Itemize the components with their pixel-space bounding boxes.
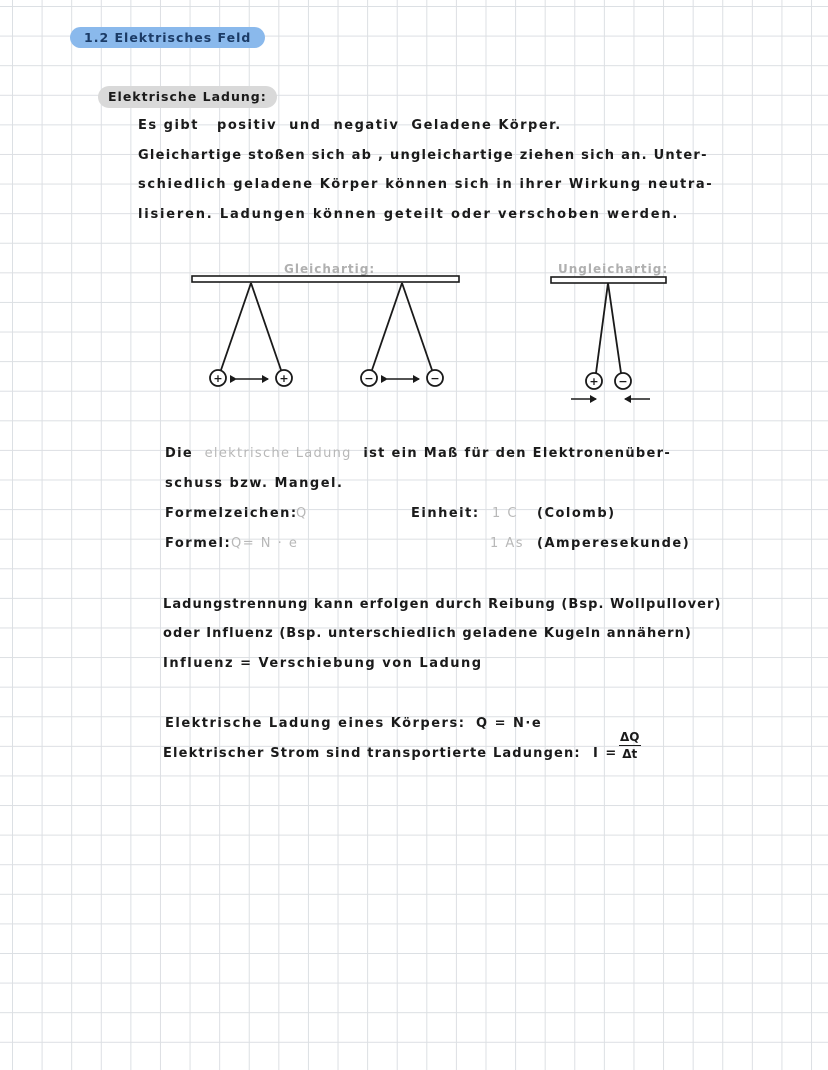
current-fraction — [619, 730, 641, 761]
charge-plus-1: + — [213, 372, 223, 385]
unit-name-1: (Colomb) — [537, 506, 616, 521]
charge-minus-2: − — [430, 372, 440, 385]
unit-value-1: 1 C — [492, 506, 518, 521]
charge-formula: Q = N·e — [476, 716, 543, 731]
chapter-heading: 1.2 Elektrisches Feld — [70, 27, 265, 48]
definition-line-1: Die elektrische Ladung ist ein Maß für den Elektronenüber- — [165, 446, 672, 461]
charge-minus-3: − — [618, 375, 628, 388]
charge-text: Elektrische Ladung eines Körpers: — [165, 716, 466, 731]
charge-plus-2: + — [279, 372, 289, 385]
charge-minus-1: − — [364, 372, 374, 385]
pendulum-pair-mixed — [571, 283, 650, 399]
label-like-charges: Gleichartig: — [284, 262, 376, 276]
intro-line-4: lisieren. Ladungen können geteilt oder verschoben werden. — [138, 207, 680, 222]
unit-name-2: (Amperesekunde) — [537, 536, 691, 551]
pendulum-diagram — [0, 0, 828, 420]
intro-line-2: Gleichartige stoßen sich ab , ungleichartige ziehen sich an. Unter- — [138, 148, 708, 163]
definition-line-2: schuss bzw. Mangel. — [165, 476, 344, 491]
formula-value: Q= N · e — [231, 536, 299, 551]
fraction-denominator: Δt — [622, 747, 638, 761]
charge-plus-3: + — [589, 375, 599, 388]
pendulum-pair-positive — [210, 283, 292, 386]
symbol-value: Q — [296, 506, 308, 521]
current-formula-lhs: I = — [593, 746, 618, 761]
formula-label: Formel: — [165, 536, 232, 551]
label-unlike-charges: Ungleichartig: — [558, 262, 669, 276]
unit-value-2: 1 As — [490, 536, 525, 551]
symbol-label: Formelzeichen: — [165, 506, 298, 521]
fraction-numerator: ΔQ — [620, 730, 640, 744]
separation-line-1: Ladungstrennung kann erfolgen durch Reibung (Bsp. Wollpullover) — [163, 597, 722, 612]
section-title: Elektrische Ladung: — [98, 86, 277, 108]
separation-line-2: oder Influenz (Bsp. unterschiedlich geladene Kugeln annähern) — [163, 626, 692, 641]
suspension-bar-like — [192, 276, 459, 282]
unit-label: Einheit: — [411, 506, 480, 521]
pendulum-pair-negative — [361, 283, 443, 386]
current-text: Elektrischer Strom sind transportierte Ladungen: — [163, 746, 581, 761]
intro-line-1: Es gibt positiv und negativ Geladene Körper. — [138, 118, 562, 133]
separation-line-3: Influenz = Verschiebung von Ladung — [163, 656, 483, 671]
intro-line-3: schiedlich geladene Körper können sich in ihrer Wirkung neutra- — [138, 177, 714, 192]
suspension-bar-unlike — [551, 277, 666, 283]
